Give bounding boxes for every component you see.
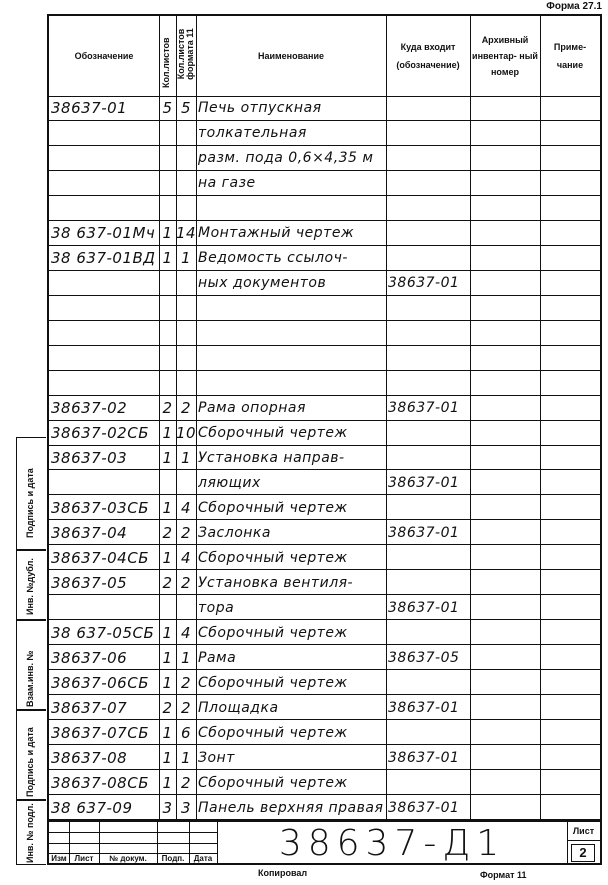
row-oboznachenie — [51, 171, 157, 196]
header-arkhiv: Архивный инвентар- ный номер — [472, 35, 538, 77]
row-naimenovanie: Рама опорная — [198, 400, 306, 417]
row-oboznachenie: 38 637-05СБ — [51, 623, 155, 642]
row-kuda — [388, 670, 470, 695]
row-oboznachenie: 38 637-09 — [51, 798, 133, 817]
row-kuda — [388, 446, 470, 471]
header-naimenovanie: Наименование — [257, 51, 325, 61]
header-row — [49, 16, 600, 96]
title-list-num: 2 — [571, 844, 595, 862]
table-body — [49, 96, 600, 820]
row-kol-listov — [159, 595, 176, 620]
row-kol-format: 1 — [180, 448, 192, 467]
title-list-label: Лист — [572, 826, 595, 836]
title-list: Лист — [74, 854, 94, 863]
row-kuda — [388, 246, 470, 271]
row-kol-listov: 1 — [162, 648, 173, 667]
table-row — [49, 446, 600, 471]
side-label-4: Подпись и дата — [25, 727, 35, 797]
row-kuda: 38637-01 — [388, 474, 460, 491]
row-kol-listov — [159, 271, 176, 296]
row-kol-format: 10 — [176, 424, 196, 443]
side-box-3 — [16, 620, 46, 710]
table-row — [49, 495, 600, 520]
side-label-3: Взам.инв. № — [25, 650, 35, 707]
row-oboznachenie: 38 637-01ВД — [51, 249, 156, 268]
table-row — [49, 196, 600, 221]
row-naimenovanie: ляющих — [198, 474, 261, 491]
table-row — [49, 545, 600, 570]
row-kol-listov: 5 — [162, 99, 173, 118]
row-kol-format: 1 — [180, 648, 192, 667]
row-kol-format — [176, 146, 196, 171]
row-naimenovanie: Сборочный чертеж — [198, 674, 348, 691]
row-kuda: 38637-05 — [388, 649, 460, 666]
row-kuda — [388, 171, 470, 196]
header-oboznachenie: Обозначение — [74, 51, 134, 61]
row-kuda — [388, 371, 470, 396]
row-kol-listov: 1 — [162, 424, 173, 443]
row-naimenovanie: тора — [198, 599, 235, 616]
row-kol-format: 2 — [180, 523, 192, 542]
table-row — [49, 695, 600, 720]
title-data: Дата — [193, 854, 213, 863]
header-kol-listov — [159, 16, 176, 96]
row-kol-listov: 2 — [162, 573, 173, 592]
title-block — [49, 820, 600, 863]
row-kol-format: 4 — [180, 548, 192, 567]
title-line-2 — [49, 843, 217, 844]
row-kol-format — [176, 346, 196, 371]
row-oboznachenie: 38637-02 — [51, 399, 128, 418]
row-kuda — [388, 346, 470, 371]
footer-format: Формат 11 — [480, 870, 527, 880]
row-kuda — [388, 121, 470, 146]
row-kuda: 38637-01 — [388, 699, 460, 716]
row-kol-listov: 1 — [162, 623, 173, 642]
col-line-6 — [540, 16, 541, 820]
row-oboznachenie — [51, 121, 157, 146]
row-kuda — [388, 421, 470, 446]
row-kuda: 38637-01 — [388, 400, 460, 417]
row-naimenovanie: Сборочный чертеж — [198, 774, 348, 791]
row-kol-listov — [159, 296, 176, 321]
row-kol-format — [176, 470, 196, 495]
row-oboznachenie: 38637-08СБ — [51, 773, 149, 792]
row-kuda — [388, 570, 470, 595]
row-kol-listov: 1 — [162, 448, 173, 467]
row-oboznachenie — [51, 346, 157, 371]
row-kuda — [388, 620, 470, 645]
row-kol-listov — [159, 171, 176, 196]
col-line-4 — [386, 16, 387, 820]
document-code: 38637-Д1 — [278, 823, 506, 864]
row-oboznachenie: 38637-06СБ — [51, 673, 149, 692]
table-row — [49, 770, 600, 795]
row-kol-listov — [159, 146, 176, 171]
row-kuda: 38637-01 — [388, 599, 460, 616]
row-kuda — [388, 545, 470, 570]
table-row — [49, 96, 600, 121]
table-row — [49, 271, 600, 296]
row-oboznachenie — [51, 146, 157, 171]
row-naimenovanie: Рама — [198, 649, 237, 666]
row-naimenovanie: разм. пода 0,6×4,35 м — [198, 150, 374, 167]
row-kuda: 38637-01 — [388, 524, 460, 541]
header-kol-format-text: Кол.листов формата 11 — [176, 28, 195, 80]
row-naimenovanie: Площадка — [198, 699, 279, 716]
row-naimenovanie — [198, 371, 386, 396]
table-row — [49, 396, 600, 421]
table-row — [49, 595, 600, 620]
table-row — [49, 645, 600, 670]
row-naimenovanie — [198, 346, 386, 371]
row-kuda — [388, 495, 470, 520]
row-naimenovanie — [198, 196, 386, 221]
title-line-1 — [49, 832, 217, 833]
table-row — [49, 371, 600, 396]
row-kol-listov: 1 — [162, 723, 173, 742]
row-kol-listov — [159, 196, 176, 221]
row-kuda: 38637-01 — [388, 749, 460, 766]
row-naimenovanie: Панель верхняя правая — [198, 799, 384, 816]
row-kol-format — [176, 371, 196, 396]
row-naimenovanie: Сборочный чертеж — [198, 425, 348, 442]
table-row — [49, 221, 600, 246]
row-oboznachenie — [51, 321, 157, 346]
table-row — [49, 520, 600, 545]
row-oboznachenie: 38637-06 — [51, 648, 128, 667]
row-kol-listov: 1 — [162, 224, 173, 243]
row-kol-format: 1 — [180, 748, 192, 767]
row-kol-listov: 2 — [162, 698, 173, 717]
row-kuda — [388, 146, 470, 171]
col-line-3 — [196, 16, 197, 820]
row-kol-listov: 1 — [162, 673, 173, 692]
row-oboznachenie: 38637-02СБ — [51, 424, 149, 443]
row-kol-listov — [159, 470, 176, 495]
table-row — [49, 146, 600, 171]
title-dokum: № докум. — [109, 854, 147, 863]
col-line-5 — [470, 16, 471, 820]
row-oboznachenie — [51, 196, 157, 221]
table-row — [49, 421, 600, 446]
row-kol-format: 4 — [180, 623, 192, 642]
row-naimenovanie: Установка направ- — [198, 449, 345, 466]
header-bottom-line — [49, 96, 600, 97]
row-kol-format — [176, 196, 196, 221]
row-oboznachenie: 38637-03 — [51, 448, 128, 467]
row-kol-listov: 1 — [162, 548, 173, 567]
row-naimenovanie — [198, 296, 386, 321]
table-row — [49, 470, 600, 495]
row-naimenovanie: Монтажный чертеж — [198, 225, 355, 242]
row-kol-listov: 1 — [162, 249, 173, 268]
row-kol-format — [176, 595, 196, 620]
side-label-2: Инв. №дубл. — [25, 558, 35, 615]
row-naimenovanie: Печь отпускная — [198, 100, 322, 117]
header-kol-format — [176, 16, 196, 96]
row-oboznachenie: 38637-04СБ — [51, 548, 149, 567]
row-naimenovanie: Заслонка — [198, 524, 271, 541]
row-kol-format: 1 — [180, 249, 192, 268]
row-oboznachenie — [51, 371, 157, 396]
table-row — [49, 620, 600, 645]
side-label-5: Инв. № подл. — [25, 803, 35, 863]
row-naimenovanie: толкательная — [198, 125, 307, 142]
row-kol-format: 4 — [180, 498, 192, 517]
row-kuda: 38637-01 — [388, 275, 460, 292]
row-kuda — [388, 321, 470, 346]
title-line-list — [567, 840, 600, 841]
row-oboznachenie — [51, 470, 157, 495]
row-kol-format — [176, 296, 196, 321]
row-oboznachenie: 38637-01 — [51, 99, 128, 118]
row-kol-format — [176, 271, 196, 296]
row-kol-listov: 1 — [162, 773, 173, 792]
table-row — [49, 795, 600, 820]
row-naimenovanie: ных документов — [198, 275, 327, 292]
row-naimenovanie: Зонт — [198, 749, 235, 766]
table-row — [49, 296, 600, 321]
row-oboznachenie: 38637-04 — [51, 523, 128, 542]
side-box-2 — [16, 550, 46, 620]
row-kol-listov — [159, 321, 176, 346]
row-oboznachenie: 38637-05 — [51, 573, 128, 592]
row-kol-format: 3 — [180, 798, 192, 817]
row-kol-format — [176, 171, 196, 196]
row-kuda — [388, 221, 470, 246]
row-kol-format — [176, 321, 196, 346]
row-oboznachenie — [51, 271, 157, 296]
title-podp: Подп. — [161, 854, 185, 863]
row-oboznachenie — [51, 296, 157, 321]
row-kuda — [388, 196, 470, 221]
row-kol-format: 2 — [180, 399, 192, 418]
row-kol-format — [176, 121, 196, 146]
col-line-2 — [176, 16, 177, 820]
row-kol-format: 6 — [180, 723, 192, 742]
row-kol-format: 2 — [180, 673, 192, 692]
row-naimenovanie: Ведомость ссылоч- — [198, 250, 348, 267]
table-row — [49, 346, 600, 371]
row-naimenovanie: Сборочный чертеж — [198, 724, 348, 741]
row-oboznachenie: 38 637-01Мч — [51, 224, 156, 243]
row-kol-format: 5 — [180, 99, 192, 118]
footer-kopiroval: Копировал — [258, 868, 308, 878]
header-primech: Приме- чание — [553, 42, 587, 70]
row-oboznachenie: 38637-07 — [51, 698, 128, 717]
row-kuda: 38637-01 — [388, 799, 460, 816]
row-kol-listov — [159, 371, 176, 396]
row-kol-format: 2 — [180, 573, 192, 592]
table-row — [49, 570, 600, 595]
row-kol-listov: 2 — [162, 399, 173, 418]
row-kol-format: 14 — [176, 224, 196, 243]
row-oboznachenie: 38637-08 — [51, 748, 128, 767]
row-kol-format: 2 — [180, 698, 192, 717]
row-oboznachenie: 38637-03СБ — [51, 498, 149, 517]
table-row — [49, 121, 600, 146]
row-kuda — [388, 96, 470, 121]
table-row — [49, 670, 600, 695]
row-kuda — [388, 296, 470, 321]
col-line-1 — [159, 16, 160, 820]
table-row — [49, 321, 600, 346]
header-kuda: Куда входит (обозначение) — [396, 42, 460, 70]
form-label: Форма 27.1 — [546, 1, 602, 12]
side-box-4 — [16, 710, 46, 800]
table-row — [49, 745, 600, 770]
row-naimenovanie: на газе — [198, 175, 256, 192]
row-kol-listov: 1 — [162, 498, 173, 517]
row-naimenovanie: Установка вентиля- — [198, 574, 354, 591]
row-kol-listov — [159, 346, 176, 371]
row-kuda — [388, 770, 470, 795]
header-kol-listov-text: Кол.листов — [161, 37, 171, 88]
side-box-5 — [16, 800, 46, 865]
row-kol-listov: 1 — [162, 748, 173, 767]
row-naimenovanie: Сборочный чертеж — [198, 624, 348, 641]
row-kol-listov: 3 — [162, 798, 173, 817]
table-row — [49, 171, 600, 196]
title-izm: Изм — [51, 854, 67, 863]
document-frame — [47, 14, 602, 865]
row-kol-format: 2 — [180, 773, 192, 792]
row-oboznachenie: 38637-07СБ — [51, 723, 149, 742]
row-kol-listov: 2 — [162, 523, 173, 542]
row-naimenovanie: Сборочный чертеж — [198, 499, 348, 516]
row-kol-listov — [159, 121, 176, 146]
row-naimenovanie — [198, 321, 386, 346]
row-kuda — [388, 720, 470, 745]
row-oboznachenie — [51, 595, 157, 620]
table-row — [49, 246, 600, 271]
row-naimenovanie: Сборочный чертеж — [198, 549, 348, 566]
table-row — [49, 720, 600, 745]
side-box-1 — [16, 437, 46, 550]
side-label-1: Подпись и дата — [25, 468, 35, 538]
